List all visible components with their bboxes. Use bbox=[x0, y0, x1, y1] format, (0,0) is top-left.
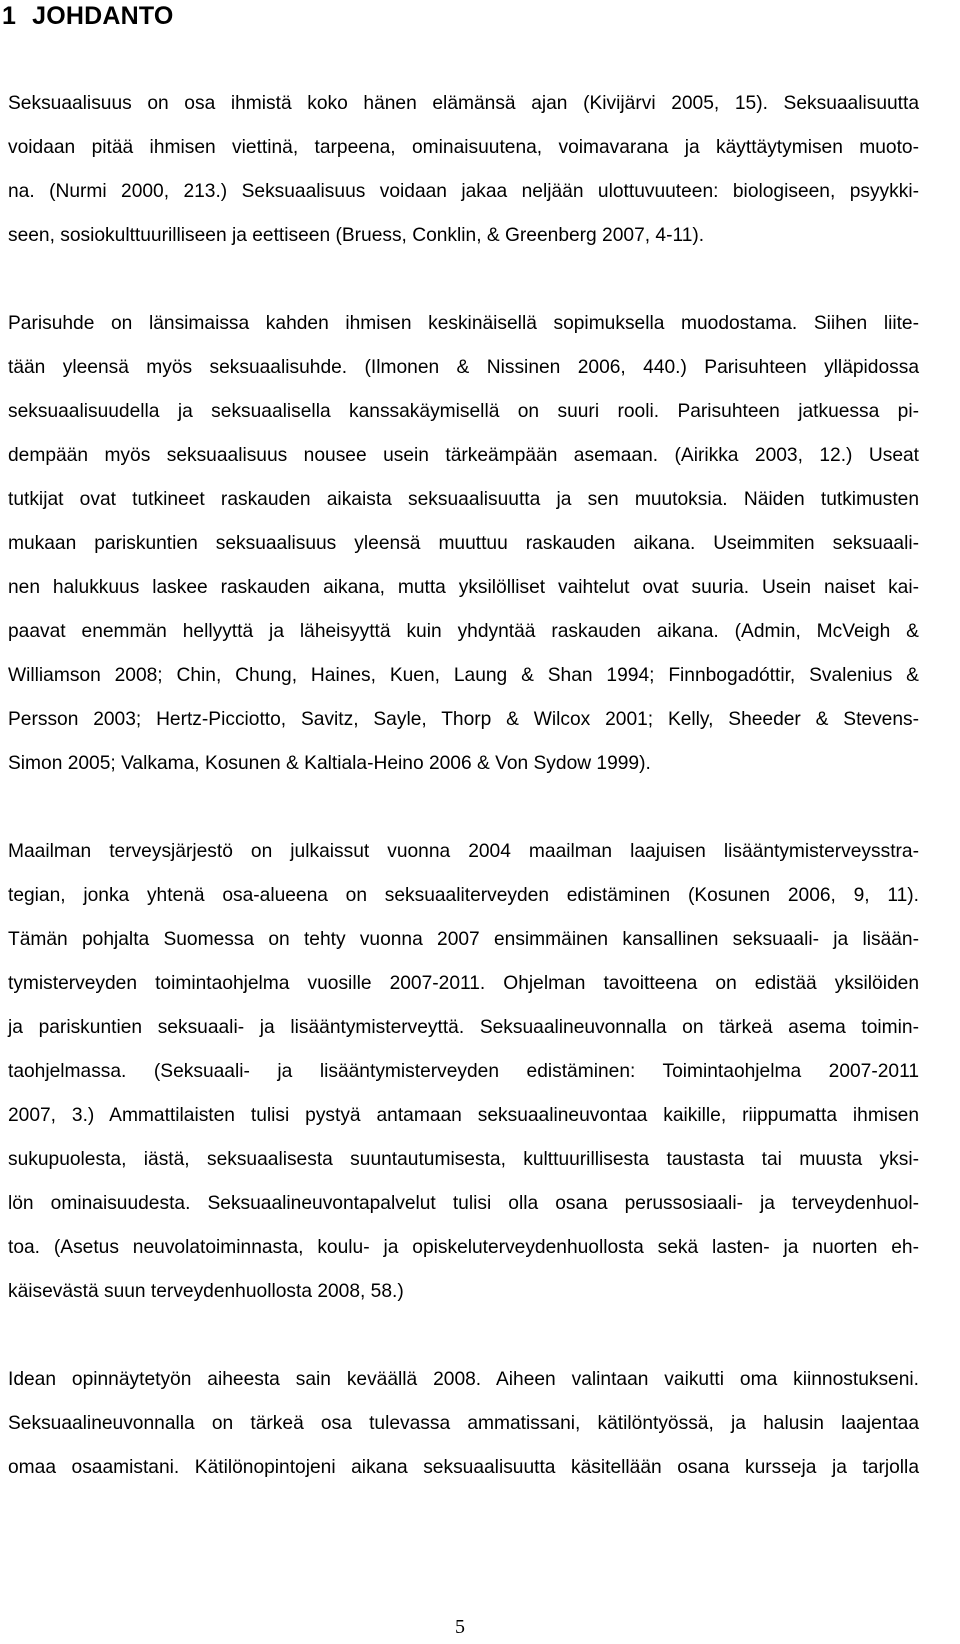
text-line: Seksuaalisuus on osa ihmistä koko hänen elämänsä ajan (Kivijärvi 2005, 15). Seksuaalisuutta bbox=[8, 93, 919, 114]
text-line: seksuaalisuudella ja seksuaalisella kanssakäymisellä on suuri rooli. Parisuhteen jatkuessa pi- bbox=[8, 401, 919, 422]
text-line: käisevästä suun terveydenhuollosta 2008, 58.) bbox=[8, 1281, 404, 1302]
text-line: sukupuolesta, iästä, seksuaalisesta suuntautumisesta, kulttuurillisesta taustasta tai muusta yksi- bbox=[8, 1149, 919, 1170]
chapter-heading bbox=[2, 0, 174, 32]
text-line: tymisterveyden toimintaohjelma vuosille 2007-2011. Ohjelman tavoitteena on edistää yksilöiden bbox=[8, 973, 919, 994]
text-line: voidaan pitää ihmisen viettinä, tarpeena, ominaisuutena, voimavarana ja käyttäytymisen muoto- bbox=[8, 137, 919, 158]
text-line: Idean opinnäytetyön aiheesta sain keväällä 2008. Aiheen valintaan vaikutti oma kiinnostukseni. bbox=[8, 1369, 919, 1390]
text-line: dempään myös seksuaalisuus nousee usein tärkeämpään asemaan. (Airikka 2003, 12.) Useat bbox=[8, 445, 919, 466]
text-line: na. (Nurmi 2000, 213.) Seksuaalisuus voidaan jakaa neljään ulottuvuuteen: biologiseen, psyykki- bbox=[8, 181, 919, 202]
text-line: tään yleensä myös seksuaalisuhde. (Ilmonen & Nissinen 2006, 440.) Parisuhteen ylläpidossa bbox=[8, 357, 919, 378]
chapter-title: JOHDANTO bbox=[32, 2, 174, 30]
text-line: nen halukkuus laskee raskauden aikana, mutta yksilölliset vaihtelut ovat suuria. Usein naiset kai- bbox=[8, 577, 919, 598]
text-line: Seksuaalineuvonnalla on tärkeä osa tulevassa ammatissani, kätilöntyössä, ja halusin laajentaa bbox=[8, 1413, 919, 1434]
text-line: tutkijat ovat tutkineet raskauden aikaista seksuaalisuutta ja sen muutoksia. Näiden tutkimusten bbox=[8, 489, 919, 510]
text-line: mukaan pariskuntien seksuaalisuus yleensä muuttuu raskauden aikana. Useimmiten seksuaali- bbox=[8, 533, 919, 554]
text-line: 2007, 3.) Ammattilaisten tulisi pystyä antamaan seksuaalineuvontaa kaikille, riippumatta ihmisen bbox=[8, 1105, 919, 1126]
text-line: lön ominaisuudesta. Seksuaalineuvontapalvelut tulisi olla osana perussosiaali- ja terveydenhuol- bbox=[8, 1193, 919, 1214]
text-line: Persson 2003; Hertz-Picciotto, Savitz, Sayle, Thorp & Wilcox 2001; Kelly, Sheeder & Stevens- bbox=[8, 709, 919, 730]
chapter-number: 1 bbox=[2, 2, 17, 30]
text-line: Simon 2005; Valkama, Kosunen & Kaltiala-Heino 2006 & Von Sydow 1999). bbox=[8, 753, 651, 774]
text-line: Tämän pohjalta Suomessa on tehty vuonna 2007 ensimmäinen kansallinen seksuaali- ja lisään- bbox=[8, 929, 919, 950]
text-line: seen, sosiokulttuurilliseen ja eettiseen (Bruess, Conklin, & Greenberg 2007, 4-11). bbox=[8, 225, 705, 246]
text-line: Williamson 2008; Chin, Chung, Haines, Kuen, Laung & Shan 1994; Finnbogadóttir, Svalenius & bbox=[8, 665, 919, 686]
text-line: toa. (Asetus neuvolatoiminnasta, koulu- ja opiskeluterveydenhuollosta sekä lasten- ja nuorten eh- bbox=[8, 1237, 919, 1258]
text-line: Maailman terveysjärjestö on julkaissut vuonna 2004 maailman laajuisen lisääntymisterveysstra- bbox=[8, 841, 919, 862]
text-line: taohjelmassa. (Seksuaali- ja lisääntymisterveyden edistäminen: Toimintaohjelma 2007-2011 bbox=[8, 1061, 919, 1082]
text-line: ja pariskuntien seksuaali- ja lisääntymisterveyttä. Seksuaalineuvonnalla on tärkeä asema toimin- bbox=[8, 1017, 919, 1038]
text-line: Parisuhde on länsimaissa kahden ihmisen keskinäisellä sopimuksella muodostama. Siihen liite- bbox=[8, 313, 919, 334]
text-line: tegian, jonka yhtenä osa-alueena on seksuaaliterveyden edistäminen (Kosunen 2006, 9, 11). bbox=[8, 885, 919, 906]
text-line: omaa osaamistani. Kätilönopintojeni aikana seksuaalisuutta käsitellään osana kursseja ja tarjolla bbox=[8, 1457, 919, 1478]
text-line: paavat enemmän hellyyttä ja läheisyyttä kuin yhdyntää raskauden aikana. (Admin, McVeigh & bbox=[8, 621, 919, 642]
page-number: 5 bbox=[455, 1616, 465, 1638]
